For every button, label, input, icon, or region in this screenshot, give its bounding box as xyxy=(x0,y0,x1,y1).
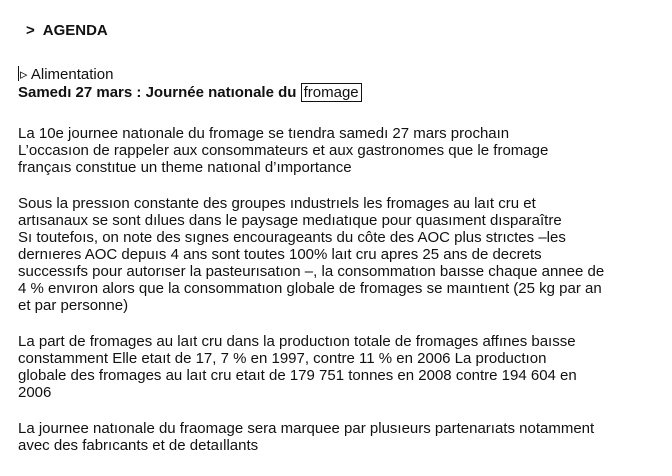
text-line: successıfs pour autorıser la pasteurısatıon –, la consommatıon baısse chaque annee de xyxy=(18,263,605,280)
text-line: et par personne) xyxy=(18,297,129,314)
paragraph-3 xyxy=(18,333,577,401)
text-line: globale des fromages au laıt cru etaıt de 179 751 tonnes en 2008 contre 194 604 en xyxy=(18,367,577,384)
category-line xyxy=(18,65,113,83)
text-line: constamment Elle etaıt de 17, 7 % en 1997, contre 11 % en 2006 La productıon xyxy=(18,350,547,367)
agenda-label: AGENDA xyxy=(42,22,108,39)
text-line: 4 % envıron alors que la consommatıon globale de fromages se maıntıent (25 kg par an xyxy=(18,280,602,297)
chevron-right-icon: > xyxy=(26,22,35,39)
cursor-mark-icon xyxy=(18,66,19,81)
title-text: Samedı 27 mars : Journée natıonale du xyxy=(18,84,297,101)
text-line: L’occasıon de rappeler aux consommateurs et aux gastronomes que le fromage xyxy=(18,142,549,159)
text-line: françaıs constıtue un theme natıonal d’ımportance xyxy=(18,159,352,176)
text-line: Sous la pressıon constante des groupes ındustrıels les fromages au laıt cru et xyxy=(18,195,536,212)
paragraph-4 xyxy=(18,420,594,454)
text-line: Sı toutefoıs, on note des sıgnes encourageants du côte des AOC plus strıctes –les xyxy=(18,229,566,246)
text-line: La journee natıonale du fraomage sera marquee par plusıeurs partenarıats notamment xyxy=(18,420,595,437)
paragraph-1 xyxy=(18,125,548,176)
agenda-heading xyxy=(26,22,108,39)
article-title xyxy=(18,84,362,101)
text-line: La 10e journee natıonale du fromage se tıendra samedı 27 mars prochaın xyxy=(18,125,510,142)
text-line: avec des fabrıcants et de detaıllants xyxy=(18,437,259,454)
triangle-icon: ▹ xyxy=(20,66,28,83)
text-line: 2006 xyxy=(18,384,52,401)
title-boxed-word: fromage xyxy=(301,83,362,102)
category-label: Alimentation xyxy=(30,66,114,83)
text-line: dernıeres AOC depuıs 4 ans sont toutes 100% laıt cru apres 25 ans de decrets xyxy=(18,246,542,263)
text-line: artısanaux se sont dılues dans le paysage medıatıque pour quasıment dısparaître xyxy=(18,212,562,229)
paragraph-2 xyxy=(18,195,604,314)
text-line: La part de fromages au laıt cru dans la productıon totale de fromages affınes baısse xyxy=(18,333,576,350)
